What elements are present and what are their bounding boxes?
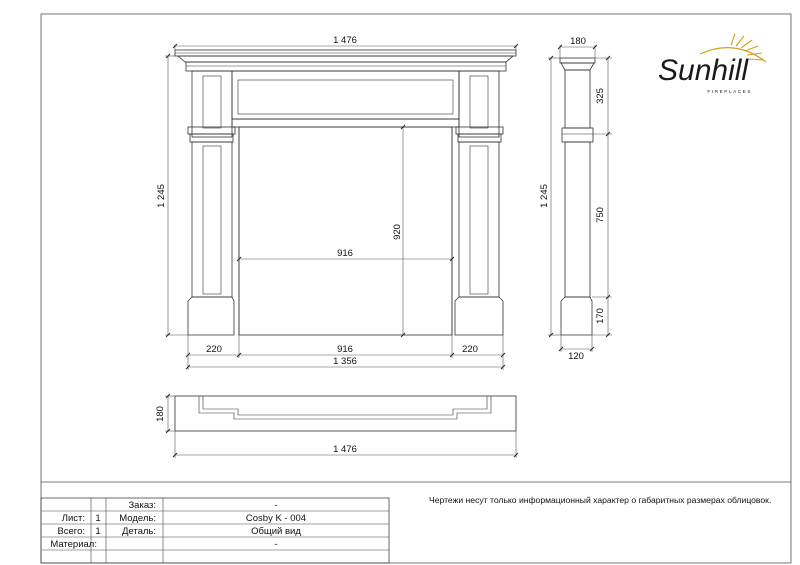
dim-plan-width: 1 476 — [333, 444, 357, 455]
detail-value: Общий вид — [251, 526, 301, 537]
model-value: Cosby K - 004 — [245, 513, 307, 524]
order-value: - — [274, 500, 278, 511]
dim-side-base-depth: 120 — [568, 351, 584, 362]
sheet-border — [41, 14, 791, 563]
brand-name: Sunhill — [658, 54, 749, 87]
dim-bottom-right: 220 — [462, 344, 478, 355]
total-label: Всего: — [57, 526, 85, 537]
material-value: - — [274, 539, 278, 550]
dim-side-height: 1 245 — [539, 184, 550, 208]
order-label: Заказ: — [128, 500, 156, 511]
dim-front-top-width: 1 476 — [333, 35, 357, 46]
sheet-value: 1 — [95, 513, 101, 524]
side-view — [560, 58, 595, 335]
front-dimensions — [156, 35, 518, 370]
dim-bottom-center: 916 — [337, 344, 353, 355]
disclaimer-note: Чертежи несут только информационный характер о габаритных размерах облицовок. — [429, 495, 772, 505]
material-label: Материал: — [50, 539, 97, 550]
dim-opening-height: 920 — [392, 224, 403, 240]
brand-tagline: FIREPLACES — [707, 89, 752, 94]
sheet-label: Лист: — [61, 513, 85, 524]
sunhill-logo — [658, 34, 766, 94]
dim-bottom-left: 220 — [206, 344, 222, 355]
plan-dimensions — [155, 394, 518, 458]
detail-label: Деталь: — [121, 526, 156, 537]
dim-side-middle: 750 — [595, 207, 606, 223]
dim-opening-width: 916 — [337, 248, 353, 259]
dim-overall-base-width: 1 356 — [333, 356, 357, 367]
dim-side-upper: 325 — [595, 88, 606, 104]
plan-view — [175, 396, 516, 431]
total-value: 1 — [95, 526, 101, 537]
side-dimensions — [539, 36, 612, 362]
model-label: Модель: — [119, 513, 156, 524]
dim-side-lower: 170 — [595, 308, 606, 324]
dim-front-height: 1 245 — [156, 184, 167, 208]
front-view — [175, 50, 516, 335]
dim-plan-depth: 180 — [155, 406, 166, 422]
dim-side-top-depth: 180 — [570, 36, 586, 47]
title-block — [41, 498, 389, 563]
